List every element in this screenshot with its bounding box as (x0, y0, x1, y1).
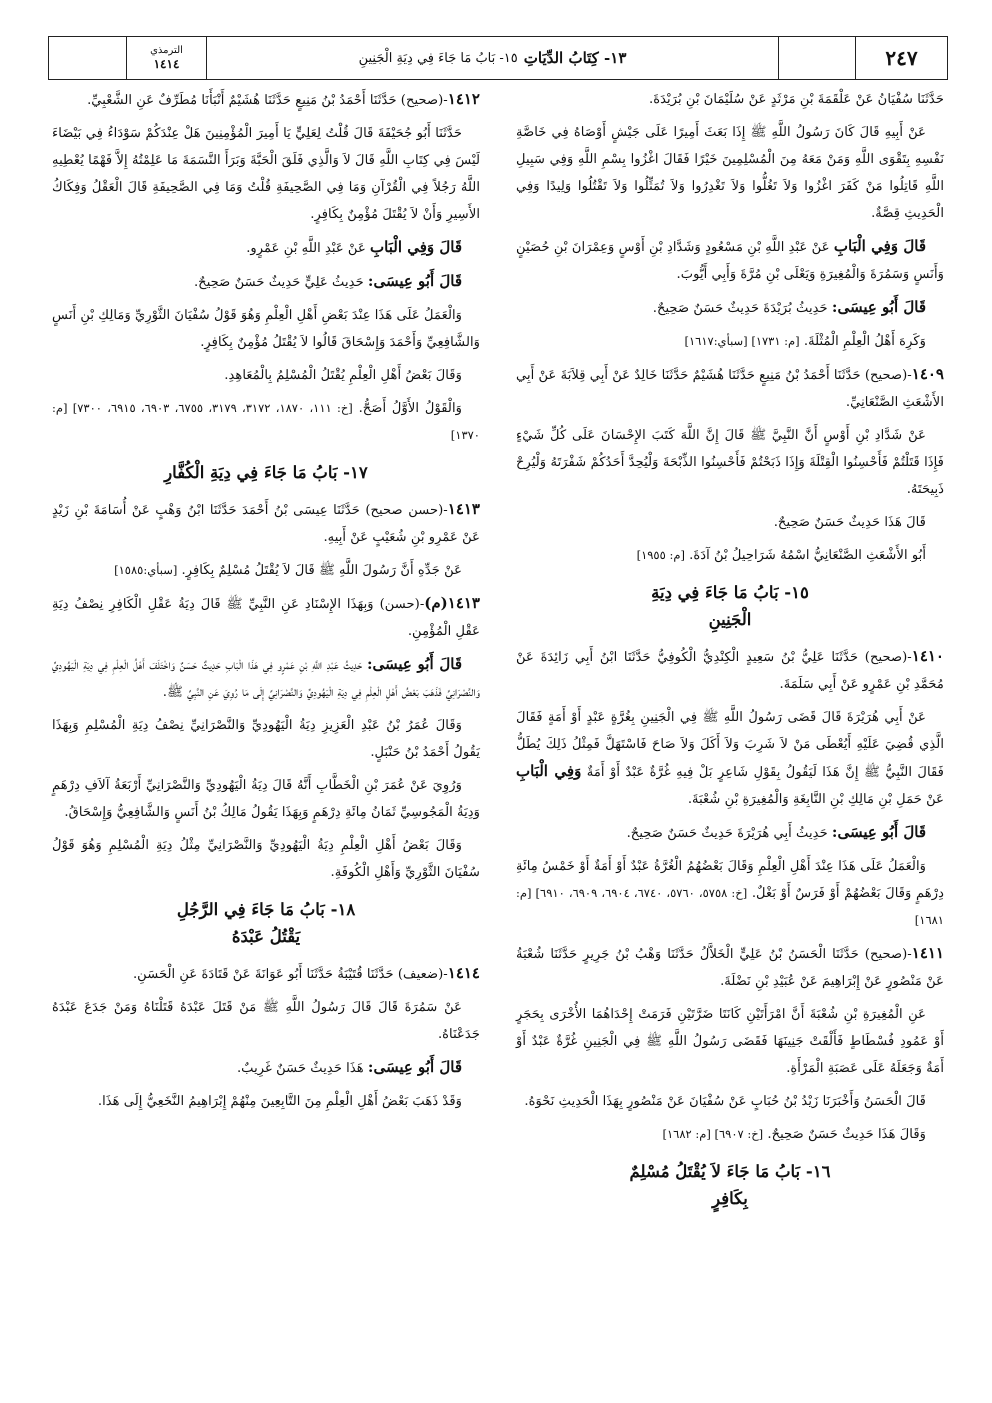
bold-lead: قَالَ أَبُو عِيسَى: (831, 823, 926, 841)
page-number: ٢٤٧ (855, 37, 947, 79)
paragraph: وَقَالَ بَعْضُ أَهْلِ الْعِلْمِ يُقْتَلُ الْمُسْلِمُ بِالْمُعَاهِدِ. (224, 368, 462, 383)
book-label (126, 37, 206, 79)
reference: [م: ١٧٣١] [سبأي:١٦١٧] (684, 334, 800, 348)
paragraph (52, 651, 480, 706)
bold-lead: قَالَ أَبُو عِيسَى: (367, 1058, 462, 1076)
paragraph (516, 853, 944, 934)
hadith-number: ١٤١١ (911, 944, 944, 962)
paragraph (516, 704, 944, 813)
hadith-1413 (52, 496, 480, 551)
bold-lead: قَالَ أَبُو عِيسَى: (367, 272, 462, 290)
chapter-heading-16 (516, 1158, 944, 1212)
paragraph: حَدَّثَنَا أَبُو جُحَيْفَةَ قَالَ قُلْتُ لِعَلِيٍّ يَا أَمِيرَ الْمُؤْمِنِينَ هَلْ عِنْدَكُمْ سَوْدَاءُ فِي بَيْضَاءَ لَيْسَ فِي كِتَابِ اللَّهِ قَالَ لاَ وَالَّذِي فَلَقَ الْحَبَّةَ وَبَرَأَ النَّسَمَةَ مَا عَلِمْتُهُ إِلاَّ فَهْمًا يُعْطِيهِ اللَّهُ رَجُلاً فِي الْقُرْآنِ وَمَا فِي الصَّحِيفَةِ قُلْتُ وَمَا فِي الصَّحِيفَةِ قَالَ الْعَقْلُ وَفِكَاكُ الأَسِيرِ وَأَنْ لاَ يُقْتَلَ مُؤْمِنٌ بِكَافِرٍ. (52, 126, 480, 222)
paragraph: عَنْ أَبِيهِ قَالَ كَانَ رَسُولُ اللَّهِ ﷺ إِذَا بَعَثَ أَمِيرًا عَلَى جَيْشٍ أَوْصَاهُ فِي خَاصَّةِ نَفْسِهِ بِتَقْوَى اللَّهِ وَمَنْ مَعَهُ مِنَ الْمُسْلِمِينَ خَيْرًا فَقَالَ اغْزُوا بِسْمِ اللَّهِ وَفِي سَبِيلِ اللَّهِ قَاتِلُوا مَنْ كَفَرَ اغْزُوا وَلاَ تَغُلُّوا وَلاَ تَغْدِرُوا وَلاَ تُمَثِّلُوا وَلاَ تَقْتُلُوا وَلِيدًا وَفِي الْحَدِيثِ قِصَّةٌ. (516, 125, 944, 221)
hadith-isnad: -(حسن) وَبِهَذَا الإِسْنَادِ عَنِ النَّبِيِّ ﷺ قَالَ دِيَةُ عَقْلِ الْكَافِرِ نِصْفُ دِيَةِ عَقْلِ الْمُؤْمِنِ. (52, 597, 480, 639)
paragraph: حَدَّثَنَا سُفْيَانُ عَنْ عَلْقَمَةَ بْنِ مَرْثَدٍ عَنْ سُلَيْمَانَ بْنِ بُرَيْدَةَ. (649, 92, 944, 107)
paragraph-text: وَقَالَ هَذَا حَدِيثٌ حَسَنٌ صَحِيحٌ. (767, 1127, 926, 1142)
hadith-isnad: -(ضعيف) حَدَّثَنَا قُتَيْبَةُ حَدَّثَنَا أَبُو عَوَانَةَ عَنْ قَتَادَةَ عَنِ الْحَسَنِ. (132, 967, 448, 982)
paragraph (52, 268, 480, 296)
book-name: الترمذي (150, 44, 183, 56)
hadith-isnad: -(صحيح) حَدَّثَنَا الْحَسَنُ بْنُ عَلِيٍّ الْخَلاَّلُ حَدَّثَنَا وَهْبُ بْنُ جَرِيرٍ حَدَّثَنَا شُعْبَةُ عَنْ مَنْصُورٍ عَنْ إِبْرَاهِيمَ عَنْ عُبَيْدِ بْنِ نَضْلَةَ. (516, 947, 944, 989)
chapter-heading-18 (52, 896, 480, 950)
paragraph (52, 395, 480, 449)
header-title (206, 37, 778, 79)
chapter-line: بِكَافِرٍ (712, 1189, 748, 1208)
hadith-number: ١٤١٣(م) (424, 594, 480, 612)
book-section-title: ١٣- كِتَابُ الدِّيَاتِ (523, 49, 627, 67)
hadith-isnad: -(صحيح) حَدَّثَنَا أَحْمَدُ بْنُ مَنِيعٍ حَدَّثَنَا هُشَيْمٌ أَنْبَأَنَا مُطَرِّفٌ عَنِ الشَّعْبِيِّ. (87, 93, 448, 108)
paragraph (52, 1054, 480, 1082)
bold-lead: وَفِي الْبَابِ (516, 762, 582, 780)
hadith-1409 (516, 361, 944, 416)
hadith-number: ١٤١٢ (447, 90, 480, 108)
hadith-1410 (516, 643, 944, 698)
paragraph-text: حَدِيثُ عَبْدِ اللَّهِ بْنِ عَمْرٍو فِي هَذَا الْبَابِ حَدِيثٌ حَسَنٌ وَاخْتَلَفَ أَهْلُ الْعِلْمِ فِي دِيَةِ الْيَهُودِيِّ وَالنَّصْرَانِيِّ فَذَهَبَ بَعْضُ أَهْلِ الْعِلْمِ فِي دِيَةِ الْيَهُودِيِّ وَالنَّصْرَانِيِّ إِلَى مَا رُوِيَ عَنِ النَّبِيِّ ﷺ. (52, 658, 480, 700)
paragraph-text: حَدِيثُ بُرَيْدَةَ حَدِيثٌ حَسَنٌ صَحِيحٌ. (652, 301, 828, 316)
bold-lead: قَالَ وَفِي الْبَابِ (370, 238, 462, 256)
chapter-heading-17: ١٧- بَابُ مَا جَاءَ فِي دِيَةِ الْكُفَّارِ (164, 463, 368, 482)
chapter-line: يَقْتُلُ عَبْدَهُ (231, 927, 301, 946)
bold-lead: قَالَ أَبُو عِيسَى: (831, 298, 926, 316)
paragraph: وَقَدْ ذَهَبَ بَعْضُ أَهْلِ الْعِلْمِ مِنَ التَّابِعِينَ مِنْهُمْ إِبْرَاهِيمُ النَّخَعِيُّ إِلَى هَذَا. (97, 1094, 462, 1109)
bold-lead: قَالَ أَبُو عِيسَى: (366, 655, 462, 673)
page-header (48, 36, 948, 80)
paragraph: قَالَ هَذَا حَدِيثٌ حَسَنٌ صَحِيحٌ. (773, 515, 926, 530)
paragraph (516, 328, 944, 355)
reference: [خ: ٥٧٥٨، ٥٧٦٠، ٦٧٤٠، ٦٩٠٤، ٦٩٠٩، ٦٩١٠] [م: ١٦٨١] (516, 886, 944, 927)
hadith-1411 (516, 940, 944, 995)
paragraph: عَنْ شَدَّادِ بْنِ أَوْسٍ أَنَّ النَّبِيَّ ﷺ قَالَ إِنَّ اللَّهَ كَتَبَ الإِحْسَانَ عَلَى كُلِّ شَيْءٍ فَإِذَا قَتَلْتُمْ فَأَحْسِنُوا الْقِتْلَةَ وَإِذَا ذَبَحْتُمْ فَأَحْسِنُوا الذِّبْحَةَ وَلْيُحِدَّ أَحَدُكُمْ شَفْرَتَهُ وَلْيُرِحْ ذَبِيحَتَهُ. (516, 428, 944, 497)
hadith-number: ١٤١٤ (447, 964, 480, 982)
paragraph-text: عَنْ عَبْدِ اللَّهِ بْنِ مَسْعُودٍ وَشَدَّادِ بْنِ أَوْسٍ وَعِمْرَانَ بْنِ حُصَيْنٍ وَأَنَسٍ وَسَمُرَةَ وَالْمُغِيرَةِ وَيَعْلَى بْنِ مُرَّةَ وَأَبِي أَيُّوبَ. (516, 240, 944, 282)
reference: [خ: ١١١، ١٨٧٠، ٣١٧٢، ٣١٧٩، ٦٧٥٥، ٦٩٠٣، ٦٩١٥، ٧٣٠٠] [م: ١٣٧٠] (52, 401, 480, 442)
paragraph (516, 1121, 944, 1148)
paragraph-text: وَكَرِهَ أَهْلُ الْعِلْمِ الْمُثْلَةَ. (803, 334, 926, 349)
hadith-isnad: -(صحيح) حَدَّثَنَا أَحْمَدُ بْنُ مَنِيعٍ حَدَّثَنَا هُشَيْمٌ حَدَّثَنَا خَالِدٌ عَنْ أَبِي قِلاَبَةَ عَنْ أَبِي الأَشْعَثِ الصَّنْعَانِيِّ. (516, 368, 944, 410)
chapter-line: الْجَنِينِ (708, 610, 752, 629)
right-column (516, 86, 944, 1222)
reference: [خ: ٦٩٠٧] [م: ١٦٨٢] (662, 1127, 764, 1141)
paragraph (516, 294, 944, 322)
header-blank-cell (778, 37, 855, 79)
paragraph (516, 819, 944, 847)
paragraph (516, 542, 944, 569)
paragraph: قَالَ الْحَسَنُ وَأَخْبَرَنَا زَيْدُ بْنُ حُبَابٍ عَنْ سُفْيَانَ عَنْ مَنْصُورٍ بِهَذَا الْحَدِيثِ نَحْوَهُ. (524, 1094, 926, 1109)
hadith-isnad: -(حسن صحيح) حَدَّثَنَا عِيسَى بْنُ أَحْمَدَ حَدَّثَنَا ابْنُ وَهْبٍ عَنْ أُسَامَةَ بْنِ زَيْدٍ عَنْ عَمْرِو بْنِ شُعَيْبٍ عَنْ أَبِيهِ. (52, 503, 480, 545)
left-column (52, 86, 480, 1121)
paragraph-text: عَنْ جَدِّهِ أَنَّ رَسُولَ اللَّهِ ﷺ قَالَ لاَ يُقْتَلُ مُسْلِمٌ بِكَافِرٍ. (181, 563, 462, 578)
paragraph-text: وَالْقَوْلُ الأَوَّلُ أَصَحُّ. (358, 401, 462, 416)
paragraph-text: عَنْ عَبْدِ اللَّهِ بْنِ عَمْرٍو. (246, 241, 366, 256)
hadith-number: ١٤١٠ (911, 647, 944, 665)
chapter-line: ١٨- بَابُ مَا جَاءَ فِي الرَّجُلِ (176, 900, 356, 919)
paragraph-text: عَنْ حَمَلِ بْنِ مَالِكِ بْنِ النَّابِغَةِ وَالْمُغِيرَةِ بْنِ شُعْبَةَ. (687, 792, 944, 807)
paragraph-text: حَدِيثُ عَلِيٍّ حَدِيثٌ حَسَنٌ صَحِيحٌ. (193, 275, 364, 290)
paragraph-text: عَنْ أَبِي هُرَيْرَةَ قَالَ قَضَى رَسُولُ اللَّهِ ﷺ فِي الْجَنِينِ بِغُرَّةٍ عَبْدٍ أَوْ أَمَةٍ فَقَالَ الَّذِي قُضِيَ عَلَيْهِ أَيُعْطَى مَنْ لاَ شَرِبَ وَلاَ أَكَلَ وَلاَ صَاحَ فَاسْتَهَلَّ فَمِثْلُ ذَلِكَ يُطَلُّ فَقَالَ النَّبِيُّ ﷺ إِنَّ هَذَا لَيَقُولُ بِقَوْلِ شَاعِرٍ بَلْ فِيهِ غُرَّةٌ عَبْدٌ أَوْ أَمَةٌ (516, 710, 944, 780)
paragraph-text: أَبُو الأَشْعَثِ الصَّنْعَانِيُّ اسْمُهُ شَرَاحِيلُ بْنُ آدَةَ. (689, 548, 926, 563)
paragraph: عَنْ سَمُرَةَ قَالَ قَالَ رَسُولُ اللَّهِ ﷺ مَنْ قَتَلَ عَبْدَهُ قَتَلْنَاهُ وَمَنْ جَدَعَ عَبْدَهُ جَدَعْنَاهُ. (52, 1000, 480, 1042)
paragraph (516, 233, 944, 288)
paragraph (52, 557, 480, 584)
chapter-line: ١٥- بَابُ مَا جَاءَ فِي دِيَةِ (651, 583, 809, 602)
bold-lead: قَالَ وَفِي الْبَابِ (833, 237, 926, 255)
paragraph: وَرُوِيَ عَنْ عُمَرَ بْنِ الْخَطَّابِ أَنَّهُ قَالَ دِيَةُ الْيَهُودِيِّ وَالنَّصْرَانِيِّ أَرْبَعَةُ آلاَفِ دِرْهَمٍ وَدِيَةُ الْمَجُوسِيِّ ثَمَانُ مِائَةِ دِرْهَمٍ وَبِهَذَا يَقُولُ مَالِكُ بْنُ أَنَسٍ وَالشَّافِعِيُّ وَإِسْحَاقُ. (52, 778, 480, 820)
header-blank-cell (49, 37, 126, 79)
paragraph: وَقَالَ عُمَرُ بْنُ عَبْدِ الْعَزِيزِ دِيَةُ الْيَهُودِيِّ وَالنَّصْرَانِيِّ نِصْفُ دِيَةِ الْمُسْلِمِ وَبِهَذَا يَقُولُ أَحْمَدُ بْنُ حَنْبَلٍ. (52, 718, 480, 760)
paragraph (52, 234, 480, 262)
paragraph: وَقَالَ بَعْضُ أَهْلِ الْعِلْمِ دِيَةُ الْيَهُودِيِّ وَالنَّصْرَانِيِّ مِثْلُ دِيَةِ الْمُسْلِمِ وَهُوَ قَوْلُ سُفْيَانَ الثَّوْرِيِّ وَأَهْلِ الْكُوفَةِ. (52, 838, 480, 880)
chapter-subtitle: ١٥- بَابُ مَا جَاءَ فِي دِيَةِ الْجَنِينِ (358, 50, 518, 66)
hadith-1414 (52, 960, 480, 988)
paragraph-text: وَالْعَمَلُ عَلَى هَذَا عِنْدَ أَهْلِ الْعِلْمِ وَقَالَ بَعْضُهُمُ الْغُرَّةُ عَبْدٌ أَوْ أَمَةٌ أَوْ خَمْسُ مِائَةِ دِرْهَمٍ وَقَالَ بَعْضُهُمْ أَوْ فَرَسٌ أَوْ بَغْلٌ. (516, 859, 944, 901)
hadith-1413m (52, 590, 480, 645)
hadith-1412 (52, 86, 480, 114)
hadith-number: ١٤١٣ (447, 500, 480, 518)
reference: [م: ١٩٥٥] (636, 548, 685, 562)
hadith-isnad: -(صحيح) حَدَّثَنَا عَلِيُّ بْنُ سَعِيدٍ الْكِنْدِيُّ الْكُوفِيُّ حَدَّثَنَا ابْنُ أَبِي زَائِدَةَ عَنْ مُحَمَّدِ بْنِ عَمْرٍو عَنْ أَبِي سَلَمَةَ. (516, 650, 944, 692)
paragraph: وَالْعَمَلُ عَلَى هَذَا عِنْدَ بَعْضِ أَهْلِ الْعِلْمِ وَهُوَ قَوْلُ سُفْيَانَ الثَّوْرِيِّ وَمَالِكِ بْنِ أَنَسٍ وَالشَّافِعِيِّ وَأَحْمَدَ وَإِسْحَاقَ قَالُوا لاَ يُقْتَلُ مُؤْمِنٌ بِكَافِرٍ. (52, 308, 480, 350)
reference: [سبأي:١٥٨٥] (114, 563, 178, 577)
chapter-line: ١٦- بَابُ مَا جَاءَ لاَ يُقْتَلُ مُسْلِمٌ (629, 1162, 831, 1181)
hadith-number-range: ١٤١٤ (153, 56, 180, 71)
hadith-number: ١٤٠٩ (911, 365, 944, 383)
paragraph-text: هَذَا حَدِيثٌ حَسَنٌ غَرِيبٌ. (236, 1061, 364, 1076)
paragraph: عَنِ الْمُغِيرَةِ بْنِ شُعْبَةَ أَنَّ امْرَأَتَيْنِ كَانَتَا ضَرَّتَيْنِ فَرَمَتْ إِحْدَاهُمَا الأُخْرَى بِحَجَرٍ أَوْ عَمُودِ فُسْطَاطٍ فَأَلْقَتْ جَنِينَهَا فَقَضَى رَسُولُ اللَّهِ ﷺ فِي الْجَنِينِ غُرَّةٌ عَبْدٌ أَوْ أَمَةٌ وَجَعَلَهُ عَلَى عَصَبَةِ الْمَرْأَةِ. (516, 1007, 944, 1076)
chapter-heading-15 (516, 579, 944, 633)
paragraph-text: حَدِيثُ أَبِي هُرَيْرَةَ حَدِيثٌ حَسَنٌ صَحِيحٌ. (626, 826, 828, 841)
